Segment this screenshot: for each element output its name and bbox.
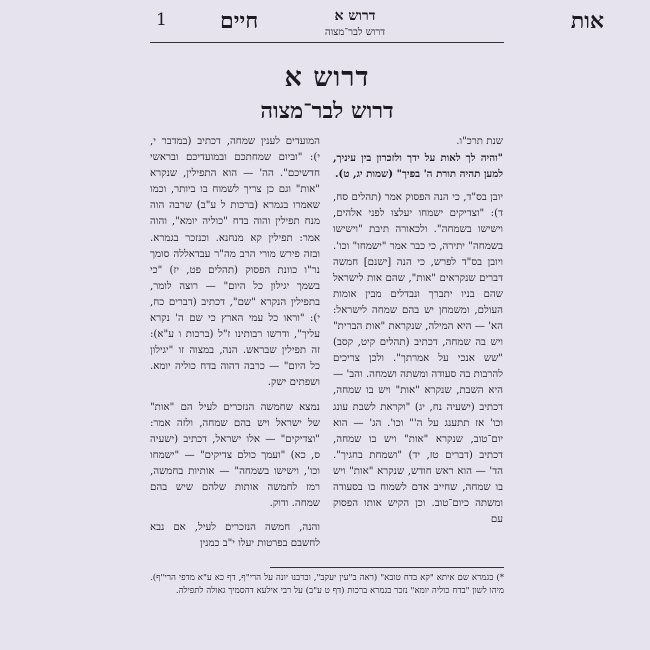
header-rule [150, 42, 504, 43]
header-section-title: דרוש א [334, 8, 376, 24]
header-section-subtitle: דרוש לבר־מצוה [324, 27, 386, 38]
text-column-left [150, 134, 320, 552]
header-center [290, 8, 420, 38]
paragraph: שנת תרכ"ו. [456, 136, 503, 147]
paragraph-gap [150, 512, 320, 520]
paragraph-gap [150, 392, 320, 400]
verse-quote: "והיה לך לאות על ידך ולזכרון בין עיניך, למען תהיה תורת ה' בפיך" (שמות יג, ט). [333, 152, 503, 181]
paragraph: נמצא שחמשה הנזכרים לעיל הם "אות" של ישראל ויש בהם שמחה, ולזה אמר: "וצדיקים" — אלו ישראל, דכתיב (ישעיה ס, כא) "ועמך כולם צדיקים" — "ישמחו וכו', וישישו בשמחה" — אותיות בחמשה, רמז לחמשה אותות שלהם שיש בהם שמחה. ודוק. [150, 401, 320, 510]
chapter-title: דרוש א [284, 62, 370, 93]
paragraph: והנה, חמשה הנזכרים לעיל, אם נבא לחשבם בפרטות יעלו י"ב כמנין [150, 522, 320, 550]
paragraph: המועדים לענין שמחה, דכתיב (במדבר י, י): "וביום שמחתכם ובמועדיכם ובראשי חדשיכם". הה' — הוא התפילין, שנקרא "אות" וגם כן צריך לשמוח בו ביותר, וכמו שאמרו בגמרא (ברכות ל ע"ב) שרבה הוה מנח תפילין והוה בדח "כוליה יומא", והוה אמר: תפילין קא מנחנא. וכנזכר בגמרא. ובזה פירש מורי הרב מה"ר עבדאללה סומך נר"ו כוונת הפסוק (תהלים פט, יז) "כי בשמך יגילון כל היום" — רוצה לומר, בתפילין הנקרא "שם", דכתיב (דברים כח, י): "וראו כל עמי הארץ כי שם ה' נקרא עליך", ודרשו רבותינו ז"ל (ברכות ו ע"א): זה תפילין שבראש. הנה, במצוה זו "יגילון כל היום" — כרבה דהוה בדח כוליה יומא. ושפתים ישק. [150, 136, 320, 389]
text-column-right [333, 134, 503, 528]
chapter-subtitle: דרוש לבר־מצוה [260, 98, 394, 124]
paragraph: יובן בס"ד, כי הנה הפסוק אמר (תהלים סח, ד): "וצדיקים ישמחו יעלצו לפני אלהים, וישישו בשמחה". ולכאורה תיבת "וישישו בשמחה" יתירה, כי כבר אמר "ישמחו" וכו'. ויובן בס"ד לפרש, כי הנה [ישנם] חמשה דברים שנקראים "אות", שהם אות לישראל שהם בניו יתברך ונבדלים מבין אומות העולם, ומשמחן יש בהם שמחה לישראל: הא' — היא המילה, שנקראת "אות הברית" ויש בה שמחה, דכתיב (תהלים קיט, קסב) "שש אנכי על אמרתך". ולכן צריכים להרבות בה סעודה ומשתה ושמחה. והב' — היא השבת, שנקרא "אות" ויש בו שמחה, דכתיב (ישעיה נח, יג) "וקראת לשבת עונג וכו' אז תתענג על ה'" וכו'. הג' — הוא יום־טוב, שנקרא "אות" ויש בו שמחה, דכתיב (דברים טז, יד) "ושמחת בחגיך". הד' — הוא ראש חודש, שנקרא "אות" ויש בו שמחה, שחייב אדם לשמוח בו בסעודה ומשתה כיום־טוב. וכן הקיש אותו הפסוק עם [333, 192, 503, 526]
running-header [0, 6, 650, 42]
page-number: 1 [156, 10, 167, 30]
header-title-left: חיים [220, 8, 259, 34]
footnote: *) בגמרא שם איתא "קא בדח טובא" (ראה ב"עין יעקב", וברבנו יונה על הרי"ף, דף כא ע"א מדפי הרי"ף). מיהו לשון "בדח כוליה יומא" נזכר בגמרא ברכות (דף ט ע"ב) על רבי אילעא דהסמיך גאולה לתפילה. [150, 573, 504, 596]
footnote-rule [270, 567, 504, 568]
header-title-right: אות [570, 8, 604, 34]
paragraph-gap [333, 182, 503, 190]
